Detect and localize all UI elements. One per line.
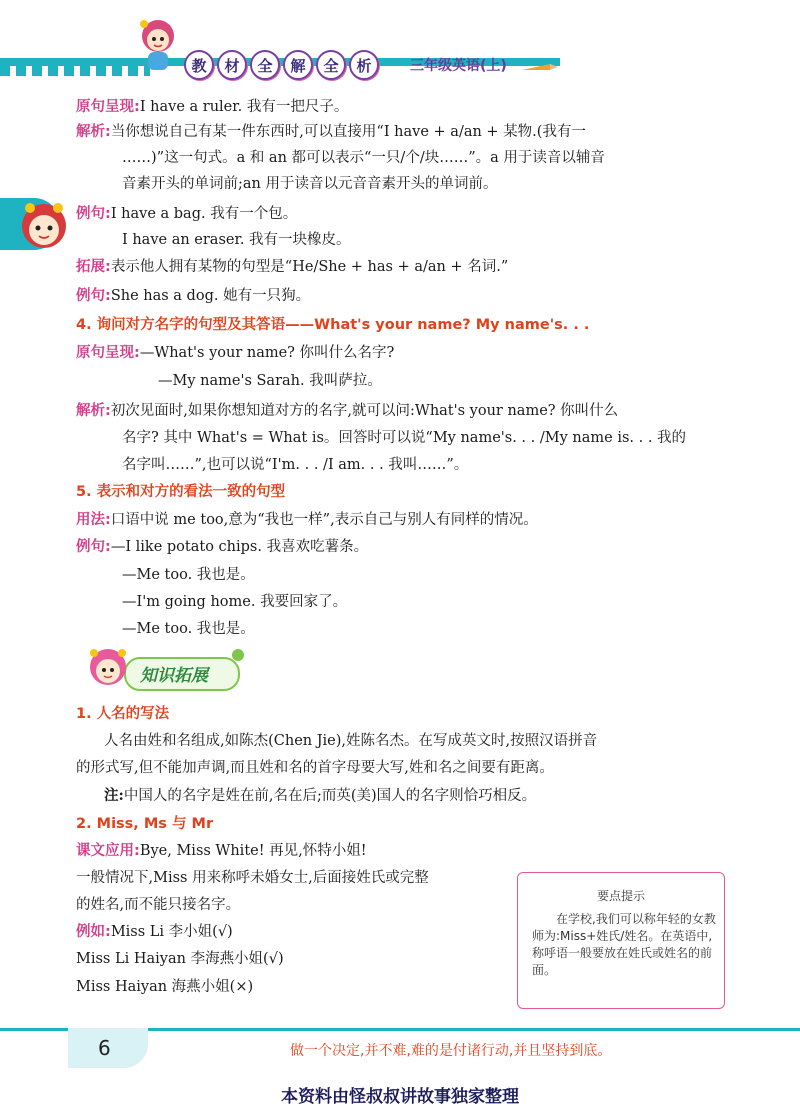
banner-title: 知识拓展: [140, 666, 208, 686]
title-badge: 析: [349, 50, 379, 80]
content-line: 例句:—I like potato chips. 我喜欢吃薯条。: [76, 539, 369, 555]
title-badge: 解: [283, 50, 313, 80]
content-line: ……)”这一句式。a 和 an 都可以表示“一只/个/块……”。a 用于读音以辅音: [122, 150, 605, 166]
knowledge-extension-banner: [84, 643, 254, 699]
section-heading: 5. 表示和对方的看法一致的句型: [76, 484, 286, 500]
content-line: 例句:She has a dog. 她有一只狗。: [76, 288, 311, 304]
content-line: —Me too. 我也是。: [122, 567, 255, 583]
book-subtitle: 三年级英语(上): [410, 58, 507, 74]
content-line: 的形式写,但不能加声调,而且姓和名的首字母要大写,姓和名之间要有距离。: [76, 760, 554, 776]
title-badge: 教: [184, 50, 214, 80]
key-point-tip-box: [517, 872, 725, 1009]
content-line: 解析:初次见面时,如果你想知道对方的名字,就可以问:What's your name? 你叫什么: [76, 403, 619, 419]
footer-note: 本资料由怪叔叔讲故事独家整理: [281, 1087, 519, 1107]
section-heading: 4. 询问对方名字的句型及其答语——What's your name? My name's. . .: [76, 317, 590, 333]
banner-dot: [232, 649, 244, 661]
page-number: 6: [98, 1036, 111, 1060]
content-line: 原句呈现:—What's your name? 你叫什么名字?: [76, 345, 395, 361]
title-badge: 全: [316, 50, 346, 80]
footer-quote: 做一个决定,并不难,难的是付诸行动,并且坚持到底。: [290, 1043, 612, 1059]
content-line: 例如:Miss Li 李小姐(√): [76, 924, 233, 940]
title-badge: 材: [217, 50, 247, 80]
content-line: 人名由姓和名组成,如陈杰(Chen Jie),姓陈名杰。在写成英文时,按照汉语拼音: [104, 733, 598, 749]
content-line: I have an eraser. 我有一块橡皮。: [122, 232, 351, 248]
content-line: 音素开头的单词前;an 用于读音以元音音素开头的单词前。: [122, 176, 498, 192]
content-line: —My name's Sarah. 我叫萨拉。: [158, 373, 382, 389]
content-line: 名字? 其中 What's = What is。回答时可以说“My name's. . . /My name is. . . 我的: [122, 430, 687, 446]
header-dash-pattern: [0, 66, 150, 76]
content-line: 课文应用:Bye, Miss White! 再见,怀特小姐!: [76, 843, 367, 859]
content-line: 用法:口语中说 me too,意为“我也一样”,表示自己与别人有同样的情况。: [76, 512, 538, 528]
page-header: [0, 0, 800, 90]
section-heading: 1. 人名的写法: [76, 706, 170, 722]
content-line: Miss Haiyan 海燕小姐(×): [76, 979, 254, 995]
pencil-icon: [520, 56, 560, 78]
section-heading: 2. Miss, Ms 与 Mr: [76, 816, 214, 832]
content-line: 原句呈现:I have a ruler. 我有一把尺子。: [76, 99, 349, 115]
mascot-face-icon: [84, 645, 132, 697]
series-title-badges: [184, 50, 379, 80]
content-line: 注:中国人的名字是姓在前,名在后;而英(美)国人的名字则恰巧相反。: [104, 787, 537, 804]
tip-title: 要点提示: [596, 889, 645, 903]
mascot-face-icon: [16, 198, 72, 254]
content-line: 解析:当你想说自己有某一件东西时,可以直接用“I have + a/an + 某物.(我有一: [76, 124, 586, 140]
content-line: Miss Li Haiyan 李海燕小姐(√): [76, 951, 284, 967]
tip-body: 在学校,我们可以称年轻的女教师为:Miss+姓氏/姓名。在英语中,称呼语一般要放在姓氏或姓名的前面。: [532, 912, 716, 977]
content-line: 的姓名,而不能只接名字。: [76, 897, 241, 913]
content-line: 名字叫……”,也可以说“I'm. . . /I am. . . 我叫……”。: [122, 457, 469, 473]
mascot-girl-icon: [132, 14, 184, 76]
content-line: 拓展:表示他人拥有某物的句型是“He/She + has + a/an + 名词.”: [76, 259, 509, 275]
content-line: 例句:I have a bag. 我有一个包。: [76, 206, 298, 222]
content-line: 一般情况下,Miss 用来称呼未婚女士,后面接姓氏或完整: [76, 870, 429, 886]
title-badge: 全: [250, 50, 280, 80]
content-line: —Me too. 我也是。: [122, 621, 255, 637]
content-line: —I'm going home. 我要回家了。: [122, 594, 348, 610]
